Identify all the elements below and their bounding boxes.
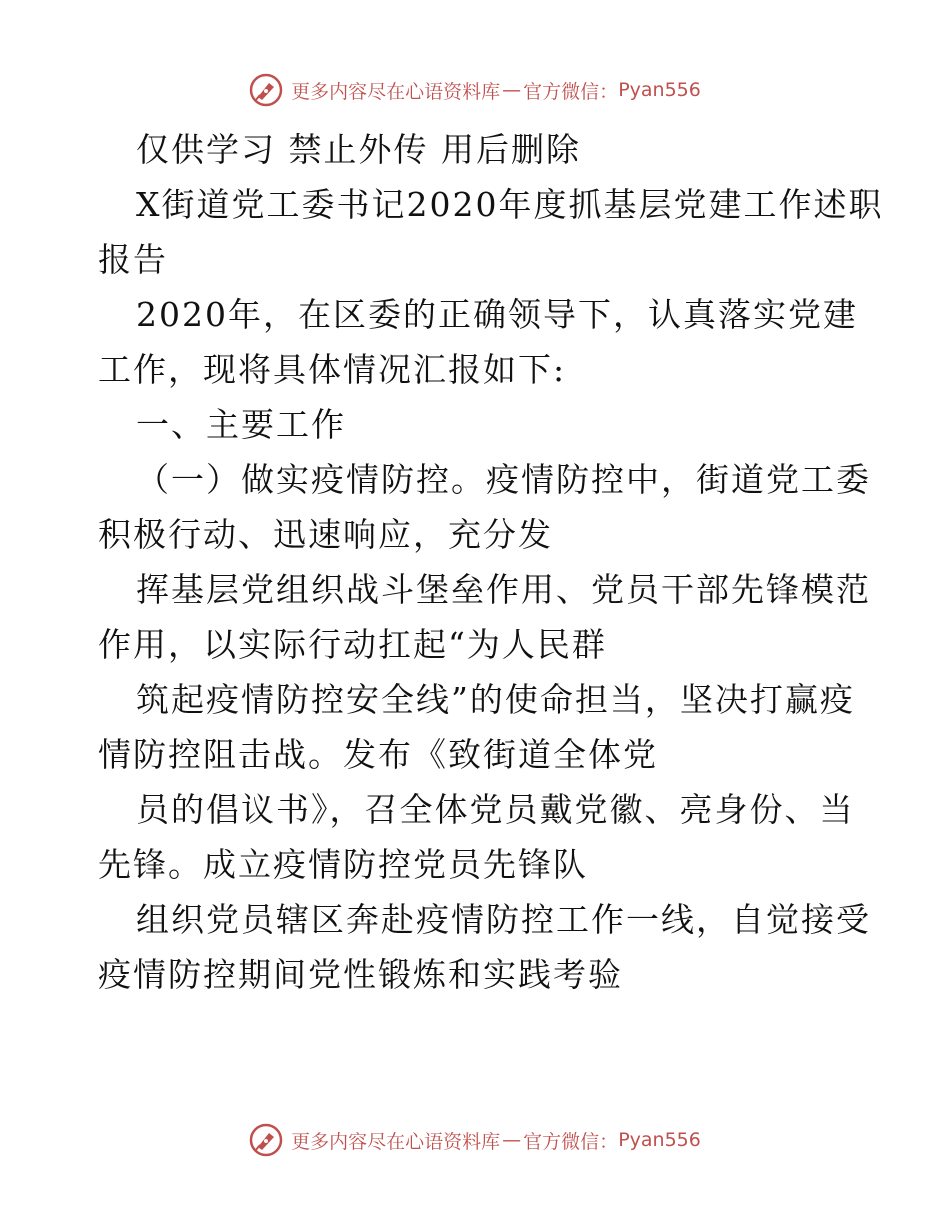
banner-main-text: 更多内容尽在心语资料库 [291, 80, 501, 103]
banner-wechat-label: 官方微信： [523, 1130, 619, 1153]
doc-line-title-2: 报告 [98, 240, 168, 279]
banner-dash: — [502, 79, 522, 101]
banner-wechat-id: Pyan556 [618, 1129, 701, 1151]
doc-line-notice: 仅供学习 禁止外传 用后删除 [136, 130, 581, 169]
doc-line: 挥基层党组织战斗堡垒作用、党员干部先锋模范 [136, 570, 871, 609]
pen-nib-logo-icon [249, 73, 283, 107]
doc-line-title-1: X街道党工委书记2020年度抓基层党建工作述职 [136, 185, 884, 224]
header-watermark-banner [0, 70, 950, 110]
doc-line: 先锋。成立疫情防控党员先锋队 [98, 845, 588, 884]
doc-line: 组织党员辖区奔赴疫情防控工作一线，自觉接受 [136, 900, 871, 939]
doc-line: 积极行动、迅速响应，充分发 [98, 515, 553, 554]
pen-nib-logo-icon [249, 1123, 283, 1157]
document-body [98, 122, 884, 1002]
banner-wechat-id: Pyan556 [618, 79, 701, 101]
doc-line: 情防控阻击战。发布《致街道全体党 [98, 735, 658, 774]
doc-line: 员的倡议书》，召全体党员戴党徽、亮身份、当 [136, 790, 855, 829]
doc-line: 疫情防控期间党性锻炼和实践考验 [98, 955, 623, 994]
doc-line: 工作，现将具体情况汇报如下: [98, 350, 567, 389]
footer-watermark-banner [0, 1120, 950, 1160]
doc-line: 筑起疫情防控安全线”的使命担当，坚决打赢疫 [136, 680, 855, 719]
doc-line: 作用，以实际行动扛起“为人民群 [98, 625, 607, 664]
banner-main-text: 更多内容尽在心语资料库 [291, 1130, 501, 1153]
banner-wechat-label: 官方微信： [523, 80, 619, 103]
banner-dash: — [502, 1129, 522, 1151]
doc-line: （一）做实疫情防控。疫情防控中，街道党工委 [136, 460, 871, 499]
doc-line: 2020年，在区委的正确领导下，认真落实党建 [136, 295, 858, 334]
doc-line-section-heading: 一、主要工作 [136, 405, 346, 444]
